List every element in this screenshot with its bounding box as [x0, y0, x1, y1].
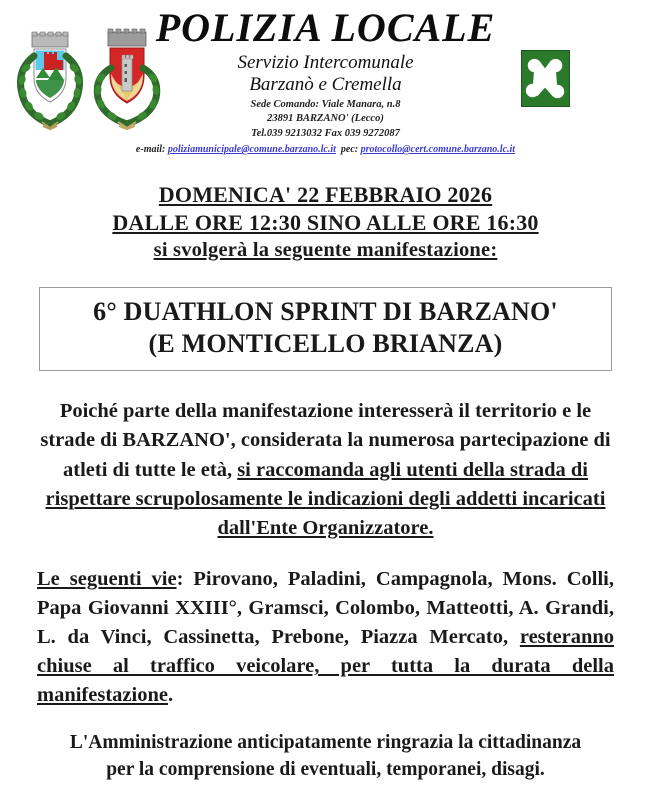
- event-title-box: [39, 287, 612, 371]
- email-address-link[interactable]: poliziamunicipale@comune.barzano.lc.it: [167, 144, 336, 156]
- document-body: [37, 397, 614, 783]
- paragraph-thanks: [37, 730, 614, 783]
- paragraph-recommendation: [37, 397, 614, 543]
- streets-lead-label: Le seguenti vie: [37, 567, 177, 590]
- org-title: POLIZIA LOCALE: [155, 5, 496, 50]
- address-line-1: Sede Comando: Viale Manara, n.8: [250, 98, 401, 110]
- paragraph-street-closures: [37, 565, 614, 711]
- event-intro-text: si svolgerà la seguente manifestazione:: [153, 238, 498, 261]
- event-date-line: [0, 181, 651, 209]
- event-date-text: DOMENICA' 22 FEBBRAIO 2026: [158, 182, 493, 207]
- contact-line: [0, 144, 651, 155]
- pec-address-link[interactable]: protocollo@cert.comune.barzano.lc.it: [360, 144, 516, 156]
- closure-period: .: [167, 684, 174, 707]
- event-date-block: [0, 181, 651, 263]
- event-title-line-2: (E MONTICELLO BRIANZA): [148, 329, 503, 359]
- event-time-line: [0, 209, 651, 237]
- closure-statement: resteranno chiuse al traffico veicolare, per tutta la durata della manifestazione: [37, 626, 614, 707]
- pec-label: pec:: [340, 144, 359, 156]
- address-line-2: 23891 BARZANO' (Lecco): [267, 113, 384, 125]
- paragraph-1-underlined: si raccomanda agli utenti della strada di rispettare scrupolosamente le indicazioni degli addetti incaricati dall'Ente Organizzatore.: [45, 458, 606, 539]
- service-line-2: Barzanò e Cremella: [249, 74, 402, 96]
- streets-list: Pirovano, Paladini, Campagnola, Mons. Colli, Papa Giovanni XXIII°, Gramsci, Colombo, Matteotti, A. Grandi, L. da Vinci, Cassinetta, Prebone, Piazza Mercato,: [37, 567, 614, 649]
- thanks-line-1: L'Amministrazione anticipatamente ringrazia la cittadinanza: [69, 732, 582, 754]
- service-line-1: Servizio Intercomunale: [237, 52, 414, 73]
- streets-colon: :: [176, 567, 194, 590]
- event-title-line-1: 6° DUATHLON SPRINT DI BARZANO': [93, 296, 558, 326]
- thanks-line-2: per la comprensione di eventuali, temporanei, disagi.: [106, 758, 545, 780]
- document-header: [0, 0, 651, 155]
- email-label: e-mail:: [135, 144, 166, 156]
- address-line-3: Tel.039 9213032 Fax 039 9272087: [251, 127, 400, 139]
- event-time-text: DALLE ORE 12:30 SINO ALLE ORE 16:30: [112, 209, 539, 235]
- event-intro-line: [0, 237, 651, 263]
- paragraph-1-plain: Poiché parte della manifestazione interesserà il territorio e le strade di BARZANO', considerata la numerosa partecipazione di atleti di tutte le età,: [40, 400, 611, 481]
